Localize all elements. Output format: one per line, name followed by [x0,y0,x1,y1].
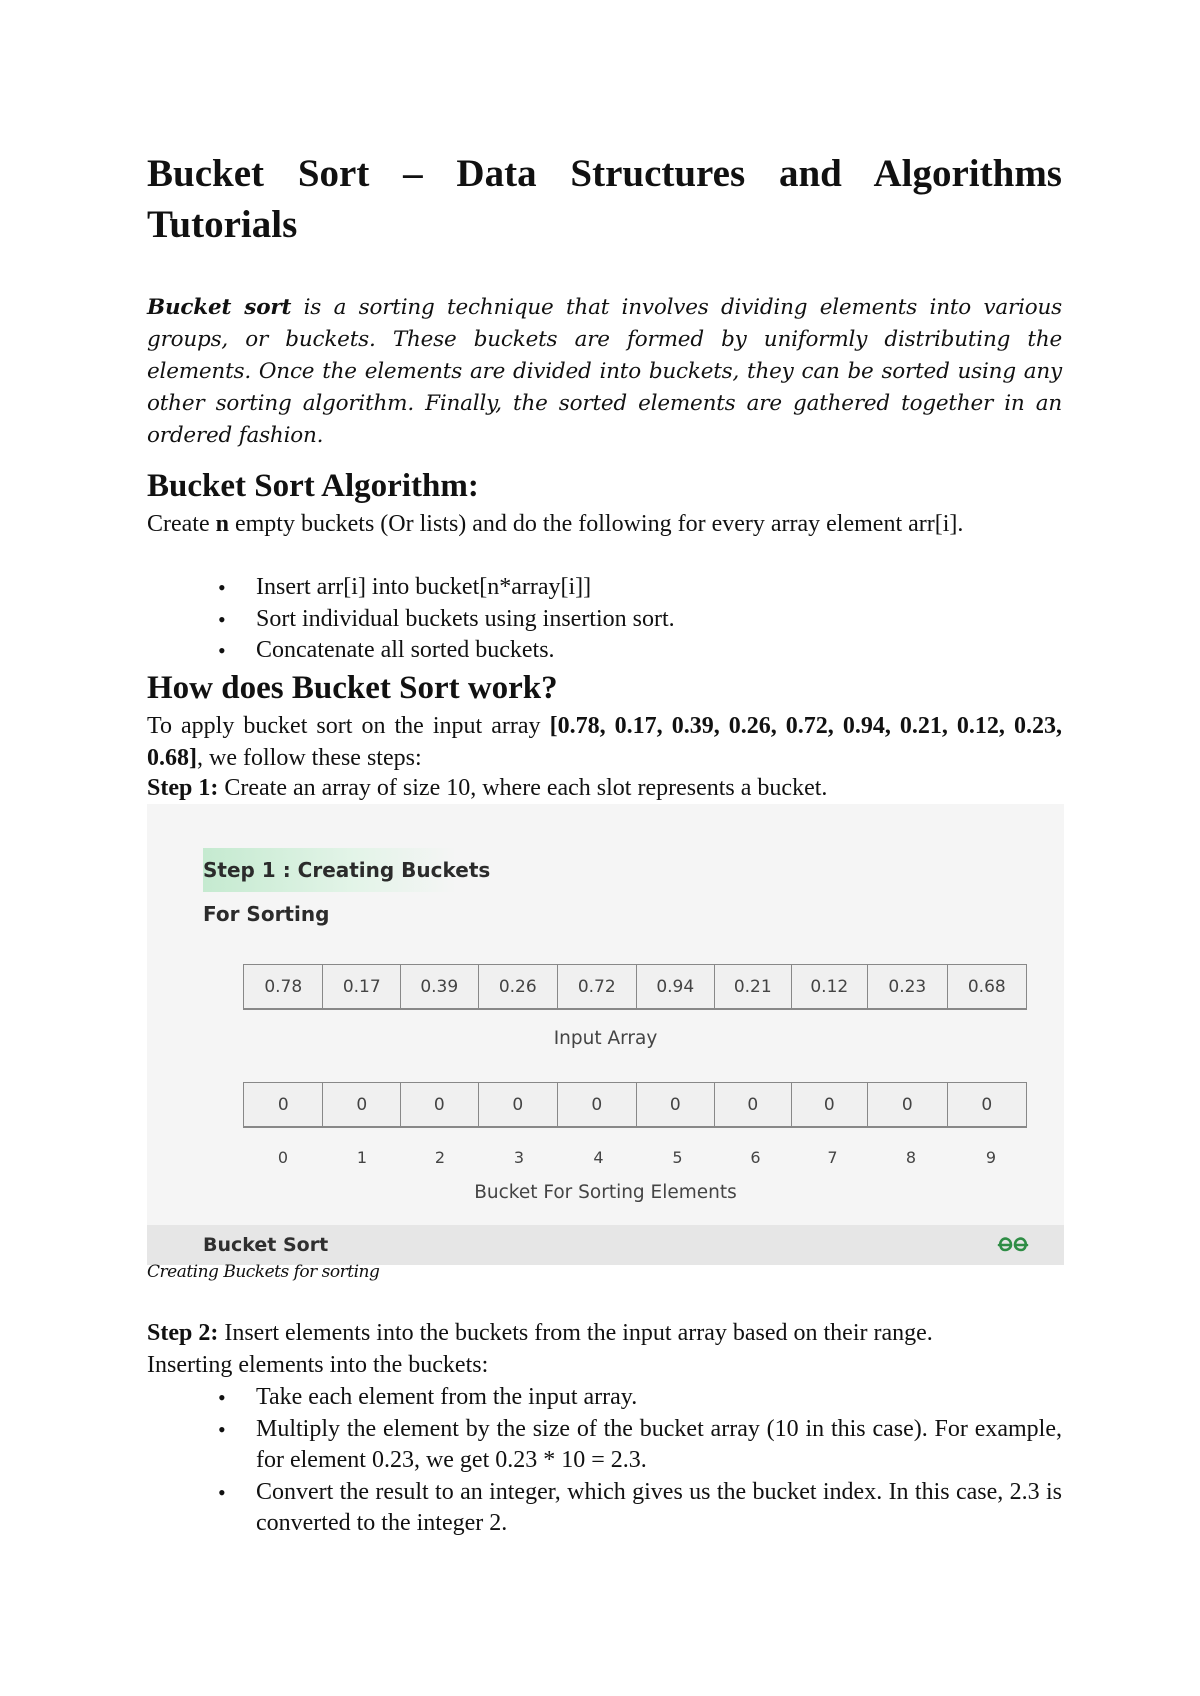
how-paragraph: To apply bucket sort on the input array [0.78, 0.17, 0.39, 0.26, 0.72, 0.94, 0.21, 0.12, 0.23, 0.68], we follow these steps: [147,713,1062,771]
input-cell: 0.78 [264,976,303,997]
bucket-index-label: 7 [827,1148,838,1167]
input-cell: 0.12 [791,965,868,1008]
algorithm-heading: Bucket Sort Algorithm: [147,468,479,504]
bucket-index-label: 8 [905,1148,917,1167]
bucket-figure [147,804,1064,1265]
bucket-index-label: 6 [750,1148,761,1167]
bucket-cell: 0 [947,1083,1026,1126]
list-item: • Convert the result to an integer, which gives us the bucket index. In this case, 2.3 is converted to the integer 2. [147,1477,1062,1540]
bucket-cell: 0 [557,1083,636,1126]
bucket-index-label: 5 [672,1148,683,1167]
input-cell: 0.72 [557,965,636,1008]
gfg-logo-icon [996,1233,1030,1257]
figure-footer [147,1225,1064,1265]
bucket-index-label: 3 [513,1148,525,1167]
footer-label: Bucket Sort [203,1234,329,1256]
list-item: • Sort individual buckets using insertion sort. [147,604,1062,636]
input-cell: 0.26 [478,965,557,1008]
intro-paragraph [147,292,1062,452]
input-cell: 0.17 [322,965,400,1008]
bucket-cell: 0 [277,1094,289,1115]
algorithm-steps-list [147,572,1062,667]
step1-paragraph: Step 1: Create an array of size 10, where each slot represents a bucket. [147,775,828,801]
input-array-label: Input Array [553,1028,658,1049]
bucket-cell: 0 [322,1083,400,1126]
bucket-cell: 0 [791,1083,868,1126]
intro-text: is a sorting technique that involves dividing elements into various groups, or buckets. These buckets are formed by uniformly distributing the elements. Once the elements are divided into buckets, they can be sorted using any other sorting algorithm. Finally, the sorted elements are gathered together in an ordered fashion. [147,295,1062,448]
algorithm-paragraph: Create n empty buckets (Or lists) and do the following for every array element arr[i]. [147,511,964,537]
bucket-array-label: Bucket For Sorting Elements [474,1182,737,1203]
input-cell: 0.39 [400,965,478,1008]
step2-paragraph: Step 2: Insert elements into the buckets from the input array based on their range. [147,1320,933,1346]
bucket-cell: 0 [478,1083,557,1126]
input-cell: 0.23 [867,965,946,1008]
bucket-cell: 0 [636,1083,715,1126]
bucket-index-label: 1 [356,1148,368,1167]
list-item: • Concatenate all sorted buckets. [147,635,1062,667]
bucket-array-row [243,1082,1027,1128]
bucket-cell: 0 [714,1083,791,1126]
intro-lead: Bucket sort [147,295,292,320]
bucket-index-label: 9 [985,1148,997,1167]
bucket-index-label: 2 [434,1148,446,1167]
bucket-index-label: 4 [593,1148,604,1167]
figure-caption: Creating Buckets for sorting [147,1262,380,1282]
list-item: • Insert arr[i] into bucket[n*array[i]] [147,572,1062,604]
how-heading: How does Bucket Sort work? [147,670,558,706]
bucket-cell: 0 [867,1083,946,1126]
list-item: • Take each element from the input array. [147,1382,1062,1414]
step2-subhead: Inserting elements into the buckets: [147,1352,489,1378]
figure-title: Step 1 : Creating Buckets For Sorting [203,848,541,892]
step2-list [147,1382,1062,1540]
bucket-cell: 0 [400,1083,478,1126]
input-cell: 0.94 [636,965,715,1008]
page-title: Bucket Sort – Data Structures and Algorithms Tutorials [147,152,1062,246]
input-cell: 0.68 [947,965,1026,1008]
input-array-row [243,964,1027,1010]
list-item: • Multiply the element by the size of the bucket array (10 in this case). For example, for element 0.23, we get 0.23 * 10 = 2.3. [147,1414,1062,1477]
bucket-index-label: 0 [277,1148,289,1167]
input-cell: 0.21 [714,965,791,1008]
